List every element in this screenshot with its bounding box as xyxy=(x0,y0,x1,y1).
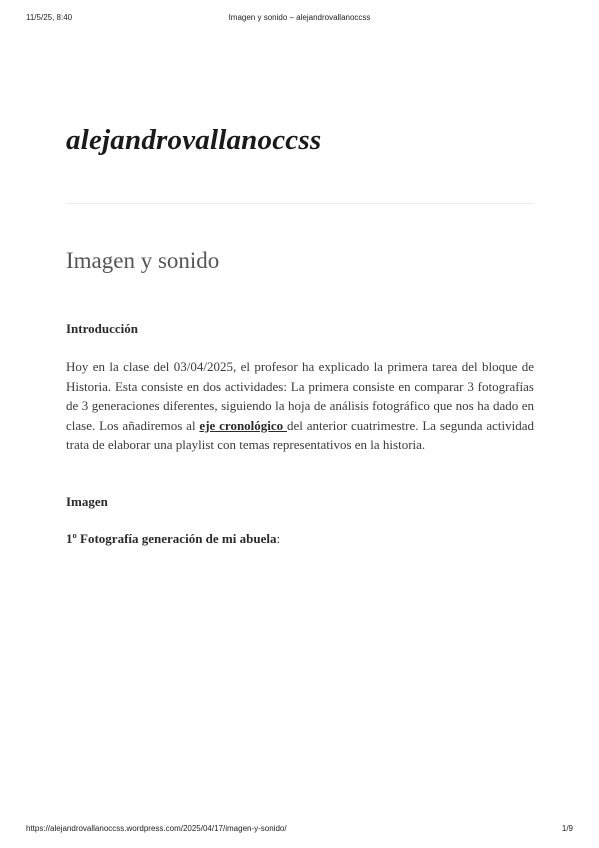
print-page-title: Imagen y sonido – alejandrovallanoccss xyxy=(228,13,371,22)
site-title[interactable]: alejandrovallanoccss xyxy=(66,124,322,156)
print-footer xyxy=(0,824,599,836)
intro-paragraph xyxy=(66,357,534,455)
print-datetime: 11/5/25, 8:40 xyxy=(26,13,73,22)
intro-heading: Introducción xyxy=(66,321,138,336)
photo1-caption-rest: : xyxy=(276,531,281,546)
intro-text-before-link: Hoy en la clase del 03/04/2025, el profesor ha explicado la primera tarea del bloque de Historia. Esta consiste en dos actividades: La primera consiste en comparar 3 fotografías de 3 generaciones diferentes, siguiendo la hoja de análisis fotográfico que nos ha dado en clase. Los añadiremos al xyxy=(66,359,534,433)
header-divider xyxy=(66,203,534,204)
print-url: https://alejandrovallanoccss.wordpress.com/2025/04/17/imagen-y-sonido/ xyxy=(26,824,287,833)
eje-cronologico-link[interactable]: eje cronológico xyxy=(199,417,288,433)
print-header xyxy=(0,13,599,25)
print-page-number: 1/9 xyxy=(561,824,573,833)
photo1-caption xyxy=(66,531,280,547)
intro-text-after-link: del anterior cuatrimestre. La segunda actividad trata de elaborar una playlist con temas representativos en la historia. xyxy=(66,417,534,453)
post-title: Imagen y sonido xyxy=(66,248,220,273)
photo1-caption-bold: 1º Fotografía generación de mi abuela xyxy=(66,531,277,546)
image-heading: Imagen xyxy=(66,494,108,509)
